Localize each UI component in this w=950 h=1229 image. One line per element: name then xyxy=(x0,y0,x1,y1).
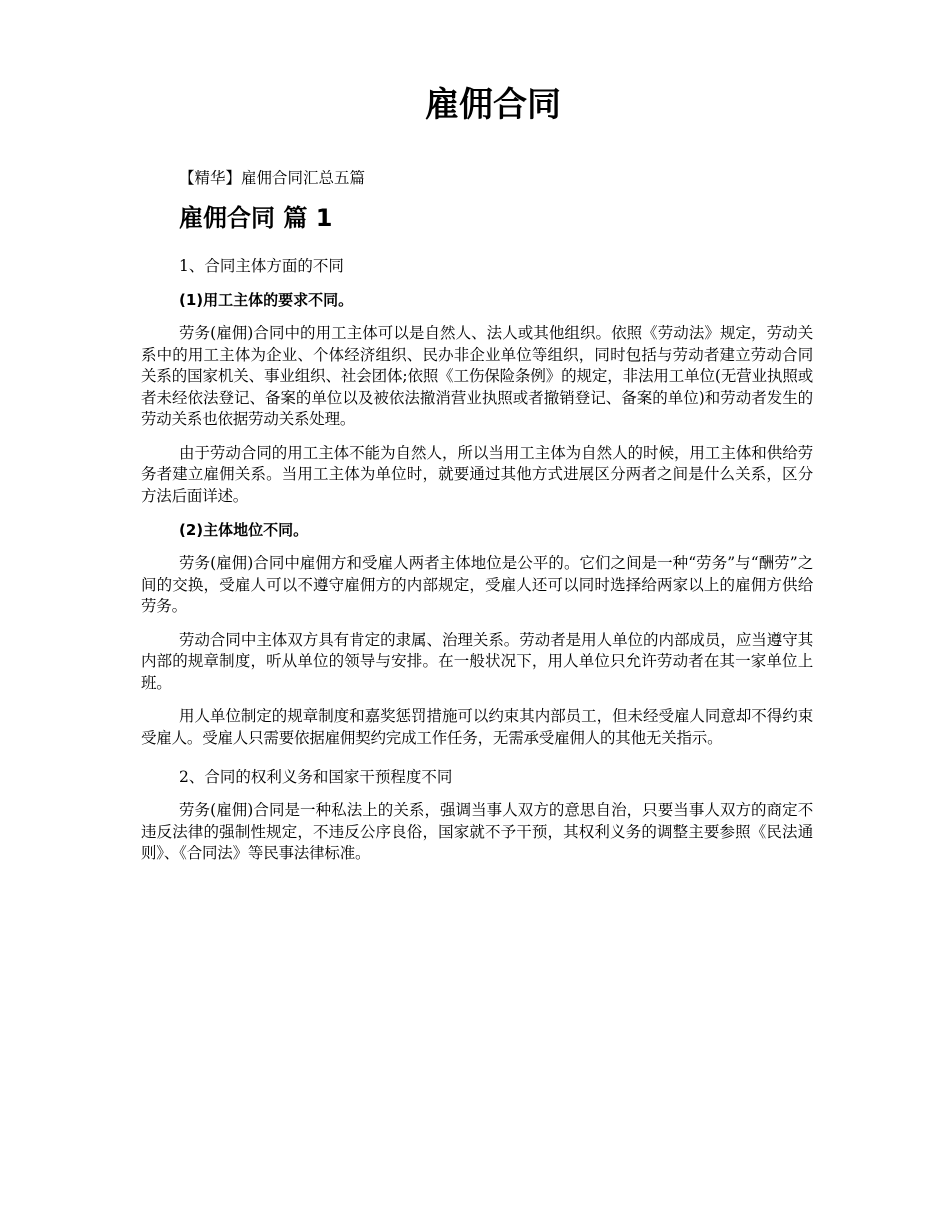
paragraph: 由于劳动合同的用工主体不能为自然人，所以当用工主体为自然人的时候，用工主体和供给劳务者建立雇佣关系。当用工主体为单位时，就要通过其他方式进展区分两者之间是什么关系，区分方法后面详述。 xyxy=(141,443,813,505)
document-title: 雇佣合同 xyxy=(425,85,561,125)
section-heading: 雇佣合同 篇 1 xyxy=(179,204,333,232)
paragraph: 劳务(雇佣)合同是一种私法上的关系，强调当事人双方的意思自治，只要当事人双方的商定不违反法律的强制性规定，不违反公序良俗，国家就不予干预，其权利义务的调整主要参照《民法通则》、《合同法》等民事法律标准。 xyxy=(141,801,813,862)
subheading-subject-status: (2)主体地位不同。 xyxy=(179,521,309,539)
list-item-rights-obligations: 2、合同的权利义务和国家干预程度不同 xyxy=(179,768,453,786)
paragraph: 劳务(雇佣)合同中雇佣方和受雇人两者主体地位是公平的。它们之间是一种“劳务”与“酬劳”之间的交换，受雇人可以不遵守雇佣方的内部规定，受雇人还可以同时选择给两家以上的雇佣方供给劳务。 xyxy=(141,554,813,615)
paragraph: 用人单位制定的规章制度和嘉奖惩罚措施可以约束其内部员工，但未经受雇人同意却不得约束受雇人。受雇人只需要依据雇佣契约完成工作任务，无需承受雇佣人的其他无关指示。 xyxy=(141,707,813,747)
paragraph: 劳务(雇佣)合同中的用工主体可以是自然人、法人或其他组织。依照《劳动法》规定，劳动关系中的用工主体为企业、个体经济组织、民办非企业单位等组织，同时包括与劳动者建立劳动合同关系的国家机关、事业组织、社会团体;依照《工伤保险条例》的规定，非法用工单位(无营业执照或者未经依法登记、备案的单位以及被依法撤消营业执照或者撤销登记、备案的单位)和劳动者发生的劳动关系也依据劳动关系处理。 xyxy=(141,324,813,428)
list-item-contract-subject: 1、合同主体方面的不同 xyxy=(179,257,344,275)
document-body xyxy=(141,166,813,865)
document-subtitle: 【精华】雇佣合同汇总五篇 xyxy=(179,169,366,187)
subheading-employer-requirements: (1)用工主体的要求不同。 xyxy=(179,291,354,309)
paragraph: 劳动合同中主体双方具有肯定的隶属、治理关系。劳动者是用人单位的内部成员，应当遵守其内部的规章制度，听从单位的领导与安排。在一般状况下，用人单位只允许劳动者在其一家单位上班。 xyxy=(141,630,813,692)
